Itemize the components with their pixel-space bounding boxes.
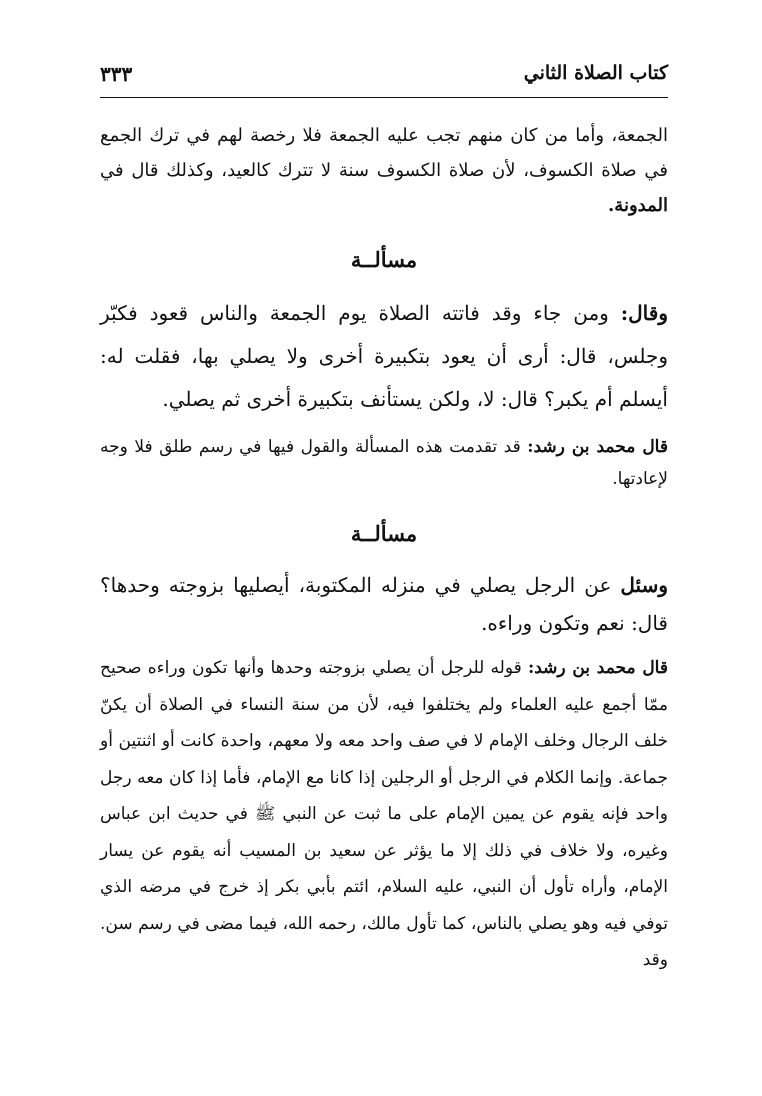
paragraph-text: قد تقدمت هذه المسألة والقول فيها في رسم طلق فلا وجه لإعادتها.	[100, 437, 668, 489]
paragraph-text: قوله للرجل أن يصلي بزوجته وحدها وأنها تكون وراءه صحيح ممّا أجمع عليه العلماء ولم يختلفوا فيه، لأن من سنة النساء في الصلاة أن يكنّ خلف الرجال وخلف الإمام لا في صف واحد معه ولا معهم، واحدة كانت أو اثنتين أو جماعة. وإنما الكلام في الرجل أو الرجلين إذا كانا مع الإمام، فأما إذا كان معه رجل واحد فإنه يقوم عن يمين الإمام على ما ثبت عن النبي ﷺ في حديث ابن عباس وغيره، ولا خلاف في ذلك إلا ما يؤثر عن سعيد بن المسيب أنه يقوم عن يسار الإمام، وأراه تأول أن النبي، عليه السلام، ائتم بأبي بكر إذ خرج في مرضه الذي توفي فيه وهو يصلي بالناس، كما تأول مالك، رحمه الله، فيما مضى في رسم سن. وقد	[100, 658, 668, 970]
question-paragraph	[100, 292, 668, 421]
paragraph-continuation	[100, 118, 668, 223]
commentator-name: قال محمد بن رشد:	[527, 437, 668, 457]
header-rule	[100, 97, 668, 98]
question-paragraph	[100, 566, 668, 642]
commentary-paragraph	[100, 650, 668, 979]
lead-word: وسئل	[620, 573, 669, 597]
paragraph-text: عن الرجل يصلي في منزله المكتوبة، أيصليها بزوجته وحدها؟ قال: نعم وتكون وراءه.	[100, 573, 668, 635]
commentator-name: قال محمد بن رشد:	[527, 658, 668, 678]
book-title: كتاب الصلاة الثاني	[523, 62, 668, 84]
source-name: المدونة.	[608, 195, 668, 216]
page-number: ٣٣٣	[100, 62, 133, 86]
lead-word: وقال:	[620, 301, 668, 325]
page-body	[100, 118, 668, 979]
running-header	[100, 58, 668, 98]
commentary-paragraph	[100, 431, 668, 495]
paragraph-text: ومن جاء وقد فاتته الصلاة يوم الجمعة والناس قعود فكبّر وجلس، قال: أرى أن يعود بتكبيرة أخرى ولا يصلي بها، فقلت له: أيسلم أم يكبر؟ قال: لا، ولكن يستأنف بتكبيرة أخرى ثم يصلي.	[100, 301, 668, 411]
section-heading: مسألــة	[350, 521, 418, 546]
section-heading: مسألــة	[350, 247, 418, 272]
paragraph-text: الجمعة، وأما من كان منهم تجب عليه الجمعة فلا رخصة لهم في ترك الجمع في صلاة الكسوف، لأن صلاة الكسوف سنة لا تترك كالعيد، وكذلك قال في	[100, 125, 668, 181]
